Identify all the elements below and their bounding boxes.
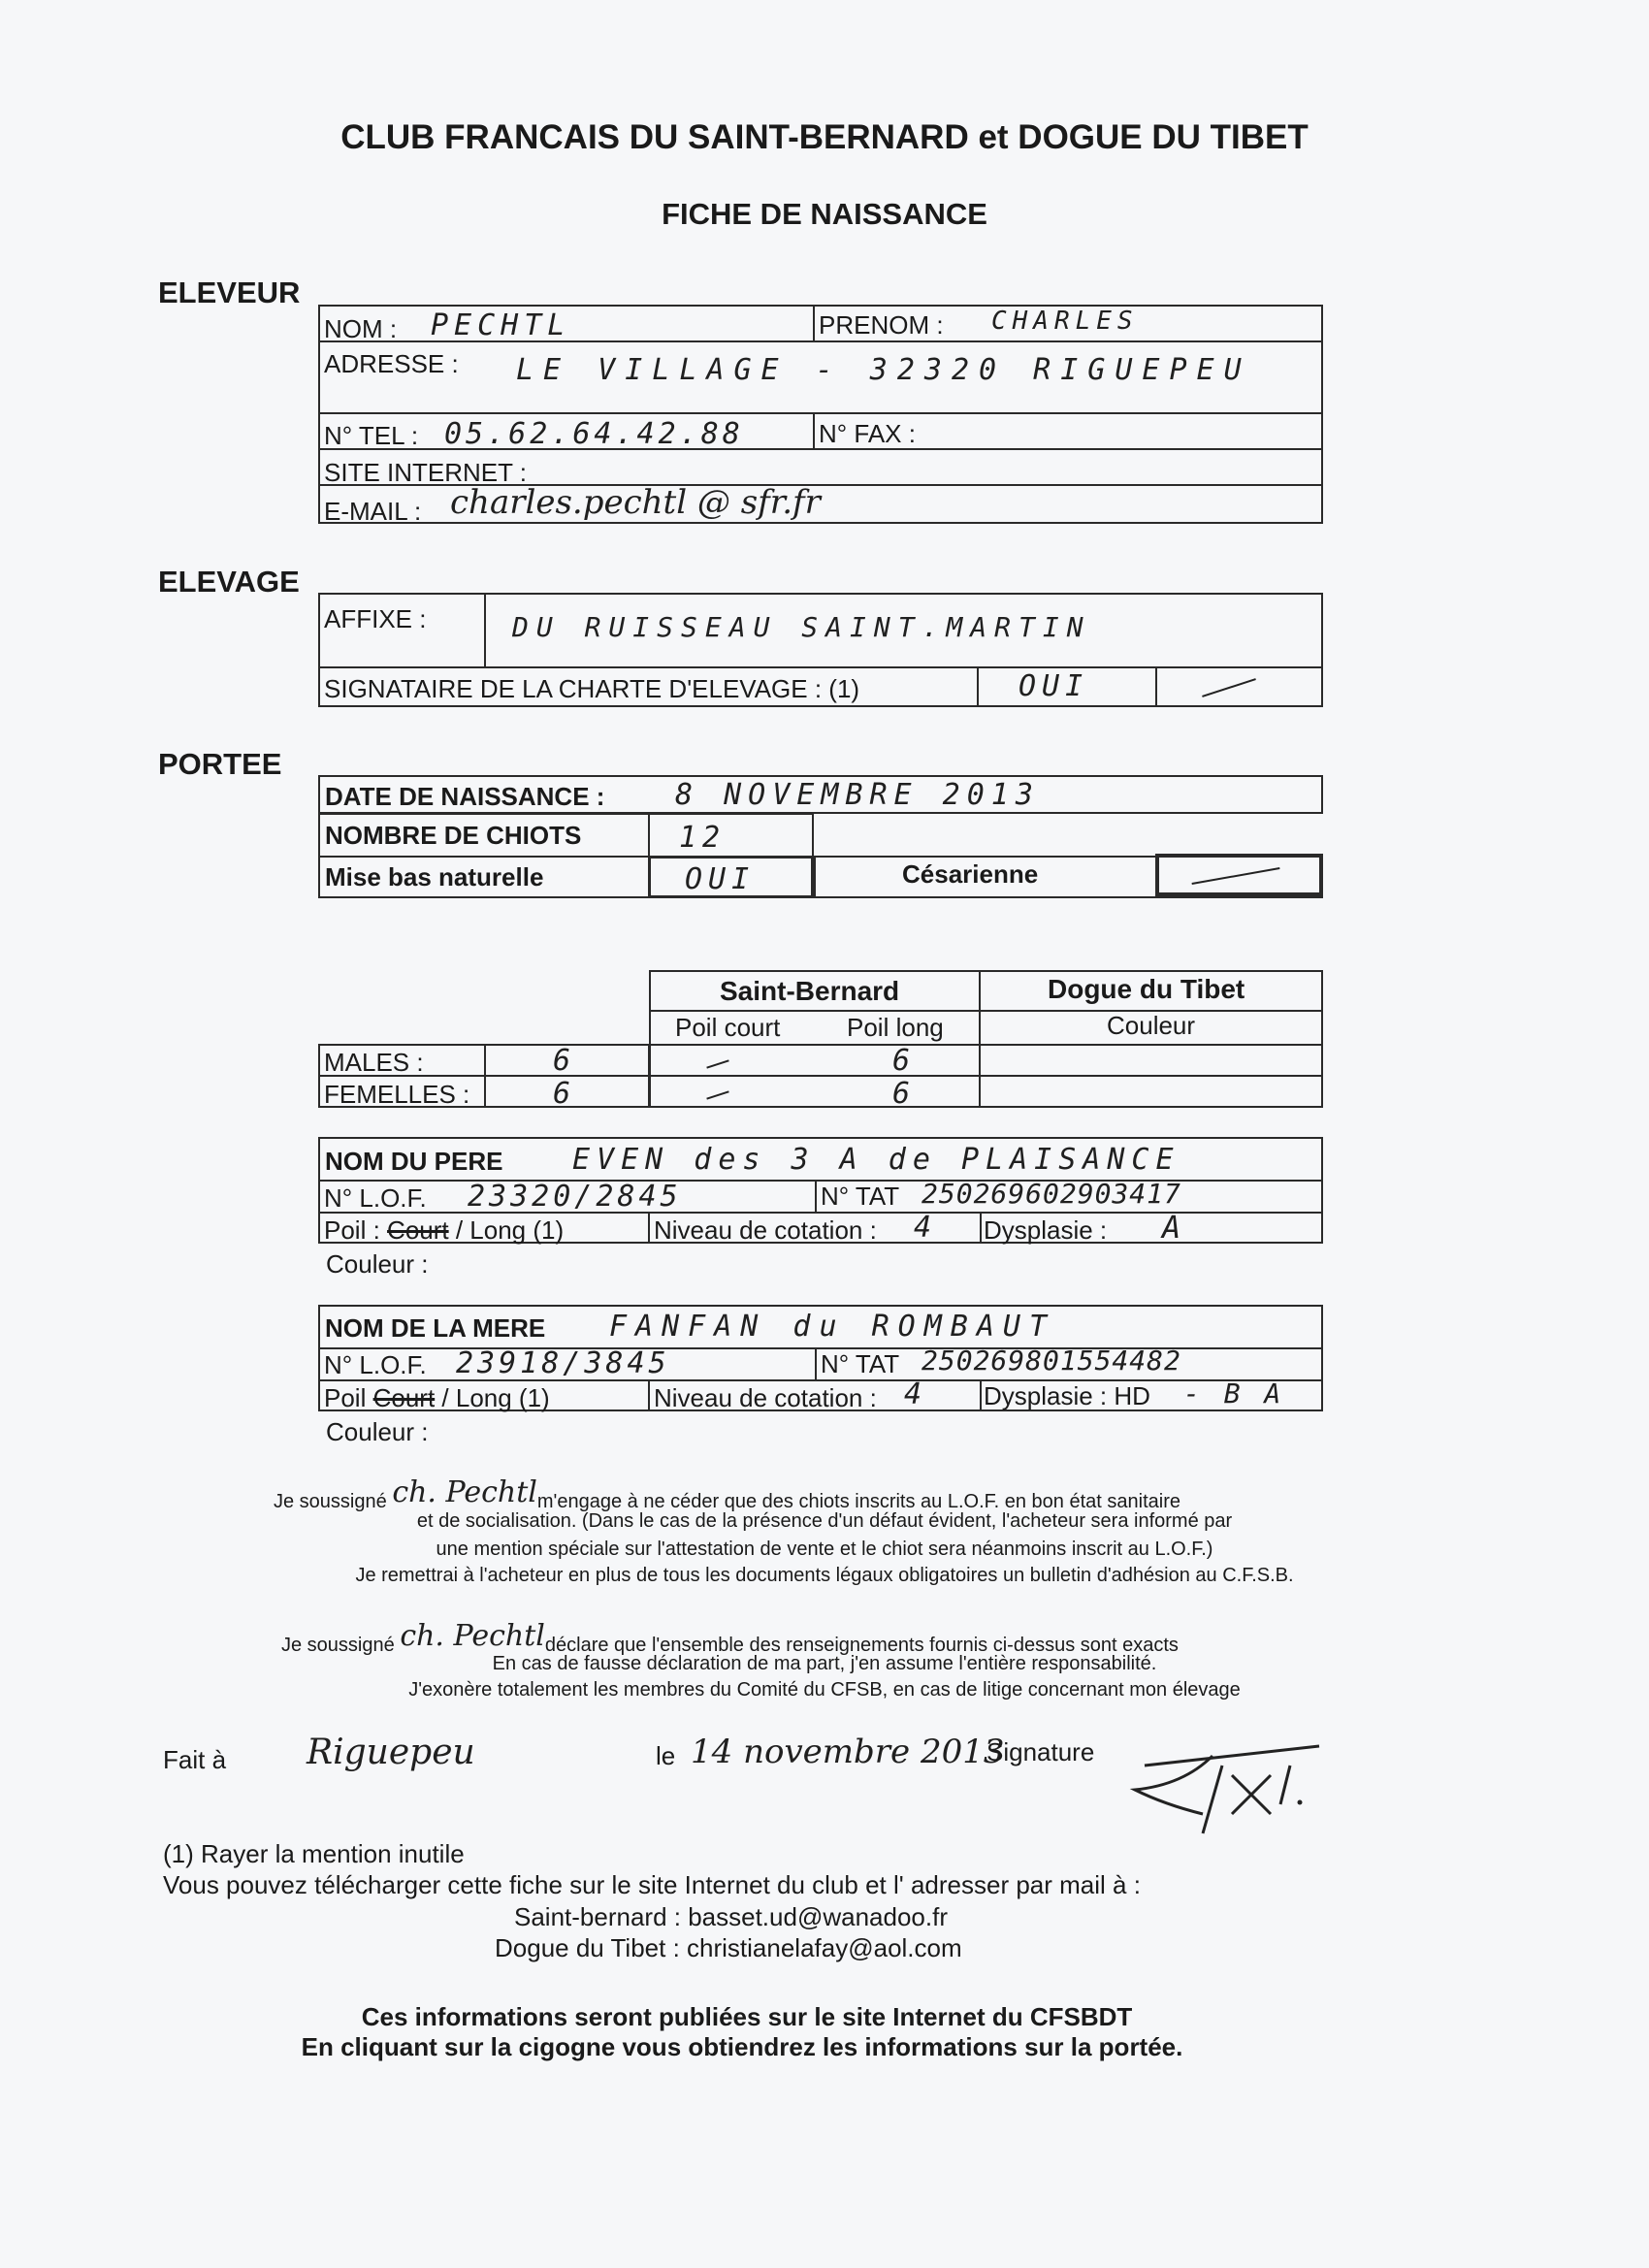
pere-poil-prefix: Poil : xyxy=(324,1215,380,1245)
femelles-label: FEMELLES : xyxy=(324,1080,470,1109)
engagement-line-3: une mention spéciale sur l'attestation de vente et le chiot sera néanmoins inscrit au L.O.F.) xyxy=(436,1539,1213,1560)
mere-dysplasie-label: Dysplasie : HD xyxy=(984,1381,1150,1410)
mise-bas-label: Mise bas naturelle xyxy=(325,862,544,891)
mere-dysplasie-value[interactable]: - B A xyxy=(1183,1377,1285,1409)
mere-nom-value[interactable]: FANFAN du ROMBAUT xyxy=(609,1310,1056,1344)
download-text: Vous pouvez télécharger cette fiche sur le site Internet du club et l' adresser par mail à : xyxy=(163,1870,1141,1899)
mere-lof-value[interactable]: 23918/3845 xyxy=(456,1346,670,1380)
section-eleveur: ELEVEUR xyxy=(158,275,301,309)
tel-label: N° TEL : xyxy=(324,421,419,450)
engagement-line-4: Je remettrai à l'acheteur en plus de tous les documents légaux obligatoires un bulletin d'adhésion au C.F.S.B. xyxy=(355,1565,1294,1586)
site-internet-label: SITE INTERNET : xyxy=(324,458,527,487)
femelles-total[interactable]: 6 xyxy=(553,1077,577,1111)
engagement-name: ch. Pechtl xyxy=(392,1475,537,1509)
declaration-text: déclare que l'ensemble des renseignements fournis ci-dessus sont exacts xyxy=(544,1635,1179,1656)
adresse-value[interactable]: LE VILLAGE - 32320 RIGUEPEU xyxy=(516,353,1251,387)
pere-cotation-value[interactable]: 4 xyxy=(914,1211,938,1245)
section-elevage: ELEVAGE xyxy=(158,565,300,599)
mise-bas-value[interactable]: OUI xyxy=(685,862,756,896)
email-label: E-MAIL : xyxy=(324,497,422,526)
date-naissance-value[interactable]: 8 NOVEMBRE 2013 xyxy=(675,778,1040,812)
form-title: FICHE DE NAISSANCE xyxy=(662,197,987,231)
date-naissance-label: DATE DE NAISSANCE : xyxy=(325,782,605,811)
nombre-chiots-label: NOMBRE DE CHIOTS xyxy=(325,821,582,850)
nom-value[interactable]: PECHTL xyxy=(431,308,571,342)
declaration-name: ch. Pechtl xyxy=(400,1619,545,1653)
publication-note-1: Ces informations seront publiées sur le site Internet du CFSBDT xyxy=(361,2002,1133,2031)
engagement-soussigne: Je soussigné xyxy=(274,1491,387,1512)
pere-dysplasie-label: Dysplasie : xyxy=(984,1215,1108,1245)
mere-tat-label: N° TAT xyxy=(821,1349,900,1378)
fait-a-value[interactable]: Riguepeu xyxy=(307,1733,475,1772)
subcol-couleur: Couleur xyxy=(1107,1011,1196,1040)
femelles-long[interactable]: 6 xyxy=(892,1077,917,1111)
contact-saint-bernard[interactable]: Saint-bernard : basset.ud@wanadoo.fr xyxy=(514,1902,948,1931)
declaration-line-3: J'exonère totalement les membres du Comité du CFSB, en cas de litige concernant mon élevage xyxy=(408,1679,1241,1701)
declaration-line-2: En cas de fausse déclaration de ma part, j'en assume l'entière responsabilité. xyxy=(492,1653,1157,1674)
pere-poil-rest: / Long (1) xyxy=(455,1215,565,1245)
pere-dysplasie-value[interactable]: A xyxy=(1162,1209,1187,1246)
email-value[interactable]: charles.pechtl @ sfr.fr xyxy=(450,483,821,522)
charte-value[interactable]: OUI xyxy=(1018,669,1089,703)
subcol-poil-long: Poil long xyxy=(847,1013,944,1042)
engagement-line-2: et de socialisation. (Dans le cas de la présence d'un défaut évident, l'acheteur sera informé par xyxy=(416,1510,1233,1532)
mere-lof-label: N° L.O.F. xyxy=(324,1350,427,1379)
cesarienne-label: Césarienne xyxy=(902,859,1039,889)
pere-poil-label xyxy=(324,1215,564,1246)
pere-tat-label: N° TAT xyxy=(821,1182,900,1211)
mere-tat-value[interactable]: 250269801554482 xyxy=(922,1345,1181,1377)
fait-a-label: Fait à xyxy=(163,1745,227,1774)
mere-poil-label xyxy=(324,1383,550,1413)
fax-label: N° FAX : xyxy=(819,419,916,448)
pere-lof-label: N° L.O.F. xyxy=(324,1183,427,1213)
contact-dogue-du-tibet[interactable]: Dogue du Tibet : christianelafay@aol.com xyxy=(495,1933,962,1962)
males-long[interactable]: 6 xyxy=(892,1044,917,1078)
mere-nom-label: NOM DE LA MERE xyxy=(325,1313,546,1343)
declaration-soussigne: Je soussigné xyxy=(281,1635,395,1656)
mere-poil-rest: / Long (1) xyxy=(441,1383,550,1412)
mere-couleur-label: Couleur : xyxy=(326,1417,429,1446)
nom-label: NOM : xyxy=(324,314,398,343)
footnote-rayer: (1) Rayer la mention inutile xyxy=(163,1839,465,1868)
males-total[interactable]: 6 xyxy=(553,1044,577,1078)
mere-poil-prefix: Poil xyxy=(324,1383,367,1412)
affixe-value[interactable]: DU RUISSEAU SAINT.MARTIN xyxy=(512,611,1091,643)
charte-label: SIGNATAIRE DE LA CHARTE D'ELEVAGE : (1) xyxy=(324,674,860,703)
pere-couleur-label: Couleur : xyxy=(326,1249,429,1279)
pere-cotation-label: Niveau de cotation : xyxy=(654,1215,877,1245)
signature-mark xyxy=(1125,1736,1329,1843)
subcol-poil-court: Poil court xyxy=(675,1013,781,1042)
males-label: MALES : xyxy=(324,1048,424,1077)
engagement-text: m'engage à ne céder que des chiots inscrits au L.O.F. en bon état sanitaire xyxy=(536,1491,1180,1512)
publication-note-2: En cliquant sur la cigogne vous obtiendrez les informations sur la portée. xyxy=(301,2032,1183,2061)
pere-nom-value[interactable]: EVEN des 3 A de PLAISANCE xyxy=(572,1143,1180,1177)
adresse-label: ADRESSE : xyxy=(324,349,459,378)
prenom-label: PRENOM : xyxy=(819,310,944,340)
pere-tat-value[interactable]: 250269602903417 xyxy=(922,1178,1181,1210)
club-title: CLUB FRANCAIS DU SAINT-BERNARD et DOGUE DU TIBET xyxy=(340,118,1309,156)
col-saint-bernard: Saint-Bernard xyxy=(720,976,900,1006)
mere-poil-court-struck: Court xyxy=(372,1383,436,1412)
pere-poil-court-struck: Court xyxy=(387,1215,449,1245)
tel-value[interactable]: 05.62.64.42.88 xyxy=(444,417,744,451)
mere-cotation-value[interactable]: 4 xyxy=(904,1377,928,1411)
pere-lof-value[interactable]: 23320/2845 xyxy=(468,1180,682,1214)
prenom-value[interactable]: CHARLES xyxy=(991,307,1139,336)
date-le-label: le xyxy=(656,1741,676,1770)
signature-label: Signature xyxy=(986,1737,1095,1766)
nombre-chiots-value[interactable]: 12 xyxy=(679,821,727,855)
section-portee: PORTEE xyxy=(158,747,282,781)
pere-nom-label: NOM DU PERE xyxy=(325,1147,503,1176)
affixe-label: AFFIXE : xyxy=(324,604,427,633)
mere-cotation-label: Niveau de cotation : xyxy=(654,1383,877,1412)
date-le-value[interactable]: 14 novembre 2013 xyxy=(691,1733,1005,1771)
col-dogue-du-tibet: Dogue du Tibet xyxy=(1048,974,1245,1004)
